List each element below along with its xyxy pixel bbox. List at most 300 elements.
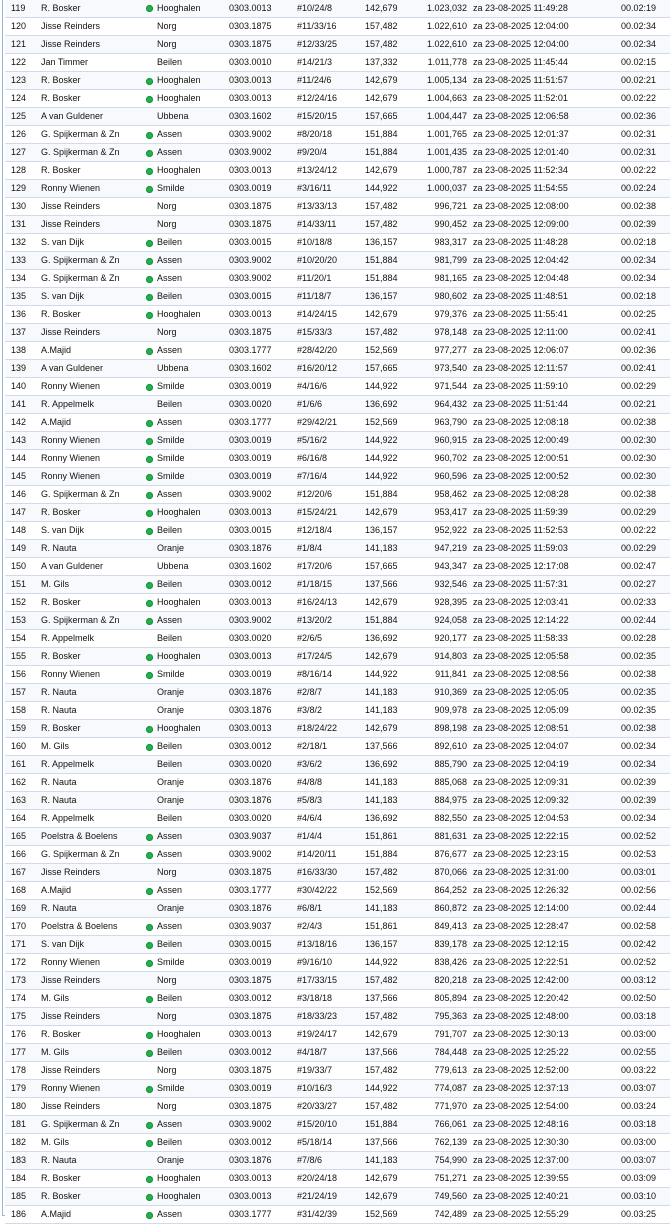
arrival-time-cell: za 23-08-2025 12:03:41: [473, 594, 621, 612]
rank-cell: 136: [5, 306, 41, 324]
place-cell: Assen: [157, 846, 229, 864]
ring-number-cell: #19/33/7: [297, 1062, 365, 1080]
distance-cell: 151,884: [365, 252, 413, 270]
ring-number-cell: #13/24/12: [297, 162, 365, 180]
rank-cell: 171: [5, 936, 41, 954]
ring-number-cell: #15/24/21: [297, 504, 365, 522]
table-row: [5, 1134, 670, 1152]
arrival-time-cell: za 23-08-2025 12:04:53: [473, 810, 621, 828]
member-code-cell: 0303.1875: [229, 324, 297, 342]
table-row: [5, 216, 670, 234]
fancier-name-cell: Ronny Wienen: [41, 432, 141, 450]
arrival-time-cell: za 23-08-2025 12:05:58: [473, 648, 621, 666]
flight-duration-cell: 00.02:31: [621, 126, 670, 144]
status-dot-cell: [141, 1062, 157, 1080]
arrival-time-cell: za 23-08-2025 12:00:52: [473, 468, 621, 486]
flight-duration-cell: 00.02:28: [621, 630, 670, 648]
speed-cell: 960,596: [413, 468, 473, 486]
arrival-time-cell: za 23-08-2025 12:05:09: [473, 702, 621, 720]
ring-number-cell: #2/18/1: [297, 738, 365, 756]
table-row: [5, 90, 670, 108]
distance-cell: 152,569: [365, 882, 413, 900]
rank-cell: 180: [5, 1098, 41, 1116]
member-code-cell: 0303.1777: [229, 882, 297, 900]
flight-duration-cell: 00.02:38: [621, 720, 670, 738]
speed-cell: 943,347: [413, 558, 473, 576]
speed-cell: 932,546: [413, 576, 473, 594]
fancier-name-cell: R. Nauta: [41, 900, 141, 918]
distance-cell: 137,566: [365, 1044, 413, 1062]
arrival-time-cell: za 23-08-2025 12:52:00: [473, 1062, 621, 1080]
speed-cell: 1.023,032: [413, 0, 473, 18]
place-cell: Norg: [157, 864, 229, 882]
speed-cell: 881,631: [413, 828, 473, 846]
fancier-name-cell: G. Spijkerman & Zn: [41, 126, 141, 144]
ring-number-cell: #20/33/27: [297, 1098, 365, 1116]
green-dot-icon: [146, 654, 153, 661]
arrival-time-cell: za 23-08-2025 12:37:00: [473, 1152, 621, 1170]
ring-number-cell: #14/24/15: [297, 306, 365, 324]
ring-number-cell: #10/16/3: [297, 1080, 365, 1098]
place-cell: Assen: [157, 342, 229, 360]
flight-duration-cell: 00.02:34: [621, 36, 670, 54]
ring-number-cell: #29/42/21: [297, 414, 365, 432]
rank-cell: 122: [5, 54, 41, 72]
rank-cell: 138: [5, 342, 41, 360]
distance-cell: 157,482: [365, 198, 413, 216]
place-cell: Norg: [157, 18, 229, 36]
fancier-name-cell: R. Nauta: [41, 684, 141, 702]
results-table-body: [5, 0, 670, 1224]
status-dot-cell: [141, 576, 157, 594]
status-dot-cell: [141, 1170, 157, 1188]
distance-cell: 136,692: [365, 810, 413, 828]
table-row: [5, 486, 670, 504]
place-cell: Hooghalen: [157, 648, 229, 666]
member-code-cell: 0303.1602: [229, 108, 297, 126]
fancier-name-cell: G. Spijkerman & Zn: [41, 846, 141, 864]
table-row: [5, 36, 670, 54]
place-cell: Beilen: [157, 288, 229, 306]
rank-cell: 137: [5, 324, 41, 342]
fancier-name-cell: Ronny Wienen: [41, 666, 141, 684]
table-row: [5, 666, 670, 684]
flight-duration-cell: 00.02:38: [621, 414, 670, 432]
distance-cell: 142,679: [365, 504, 413, 522]
arrival-time-cell: za 23-08-2025 11:58:33: [473, 630, 621, 648]
status-dot-cell: [141, 792, 157, 810]
fancier-name-cell: R. Bosker: [41, 306, 141, 324]
speed-cell: 958,462: [413, 486, 473, 504]
table-row: [5, 180, 670, 198]
ring-number-cell: #11/20/1: [297, 270, 365, 288]
table-row: [5, 450, 670, 468]
ring-number-cell: #12/24/16: [297, 90, 365, 108]
flight-duration-cell: 00.02:38: [621, 666, 670, 684]
arrival-time-cell: za 23-08-2025 12:22:15: [473, 828, 621, 846]
member-code-cell: 0303.1875: [229, 1008, 297, 1026]
table-row: [5, 612, 670, 630]
table-row: [5, 162, 670, 180]
flight-duration-cell: 00.02:55: [621, 1044, 670, 1062]
green-dot-icon: [146, 5, 153, 12]
fancier-name-cell: Poelstra & Boelens: [41, 918, 141, 936]
distance-cell: 136,157: [365, 522, 413, 540]
distance-cell: 136,157: [365, 234, 413, 252]
status-dot-cell: [141, 288, 157, 306]
status-dot-cell: [141, 774, 157, 792]
rank-cell: 158: [5, 702, 41, 720]
speed-cell: 971,544: [413, 378, 473, 396]
arrival-time-cell: za 23-08-2025 12:09:31: [473, 774, 621, 792]
place-cell: Beilen: [157, 810, 229, 828]
table-row: [5, 990, 670, 1008]
fancier-name-cell: Jisse Reinders: [41, 1098, 141, 1116]
speed-cell: 762,139: [413, 1134, 473, 1152]
arrival-time-cell: za 23-08-2025 12:08:18: [473, 414, 621, 432]
flight-duration-cell: 00.03:07: [621, 1080, 670, 1098]
flight-duration-cell: 00.02:34: [621, 756, 670, 774]
flight-duration-cell: 00.03:00: [621, 1134, 670, 1152]
green-dot-icon: [146, 1140, 153, 1147]
member-code-cell: 0303.1876: [229, 900, 297, 918]
fancier-name-cell: R. Appelmelk: [41, 630, 141, 648]
fancier-name-cell: R. Bosker: [41, 594, 141, 612]
fancier-name-cell: A.Majid: [41, 414, 141, 432]
table-row: [5, 792, 670, 810]
flight-duration-cell: 00.02:41: [621, 360, 670, 378]
status-dot-cell: [141, 234, 157, 252]
arrival-time-cell: za 23-08-2025 11:48:51: [473, 288, 621, 306]
green-dot-icon: [146, 1122, 153, 1129]
rank-cell: 178: [5, 1062, 41, 1080]
member-code-cell: 0303.0020: [229, 396, 297, 414]
flight-duration-cell: 00.03:18: [621, 1008, 670, 1026]
green-dot-icon: [146, 150, 153, 157]
status-dot-cell: [141, 738, 157, 756]
green-dot-icon: [146, 1032, 153, 1039]
speed-cell: 960,915: [413, 432, 473, 450]
distance-cell: 136,692: [365, 396, 413, 414]
member-code-cell: 0303.0013: [229, 504, 297, 522]
green-dot-icon: [146, 258, 153, 265]
place-cell: Assen: [157, 1206, 229, 1224]
member-code-cell: 0303.0015: [229, 936, 297, 954]
speed-cell: 1.000,037: [413, 180, 473, 198]
table-row: [5, 0, 670, 18]
place-cell: Assen: [157, 1116, 229, 1134]
flight-duration-cell: 00.02:34: [621, 18, 670, 36]
ring-number-cell: #16/33/30: [297, 864, 365, 882]
arrival-time-cell: za 23-08-2025 12:09:00: [473, 216, 621, 234]
table-row: [5, 810, 670, 828]
flight-duration-cell: 00.02:53: [621, 846, 670, 864]
member-code-cell: 0303.0019: [229, 378, 297, 396]
rank-cell: 157: [5, 684, 41, 702]
distance-cell: 144,922: [365, 1080, 413, 1098]
arrival-time-cell: za 23-08-2025 12:14:22: [473, 612, 621, 630]
rank-cell: 133: [5, 252, 41, 270]
arrival-time-cell: za 23-08-2025 12:42:00: [473, 972, 621, 990]
member-code-cell: 0303.0013: [229, 306, 297, 324]
place-cell: Hooghalen: [157, 594, 229, 612]
distance-cell: 144,922: [365, 378, 413, 396]
member-code-cell: 0303.0019: [229, 468, 297, 486]
rank-cell: 132: [5, 234, 41, 252]
flight-duration-cell: 00.02:58: [621, 918, 670, 936]
arrival-time-cell: za 23-08-2025 12:30:30: [473, 1134, 621, 1152]
ring-number-cell: #7/8/6: [297, 1152, 365, 1170]
speed-cell: 1.011,778: [413, 54, 473, 72]
ring-number-cell: #2/4/3: [297, 918, 365, 936]
ring-number-cell: #31/42/39: [297, 1206, 365, 1224]
fancier-name-cell: Ronny Wienen: [41, 180, 141, 198]
speed-cell: 754,990: [413, 1152, 473, 1170]
speed-cell: 1.001,765: [413, 126, 473, 144]
status-dot-cell: [141, 1188, 157, 1206]
table-row: [5, 846, 670, 864]
table-row: [5, 648, 670, 666]
fancier-name-cell: R. Appelmelk: [41, 810, 141, 828]
status-dot-cell: [141, 72, 157, 90]
rank-cell: 159: [5, 720, 41, 738]
speed-cell: 981,799: [413, 252, 473, 270]
member-code-cell: 0303.0013: [229, 1170, 297, 1188]
status-dot-cell: [141, 1116, 157, 1134]
flight-duration-cell: 00.03:18: [621, 1116, 670, 1134]
place-cell: Assen: [157, 882, 229, 900]
ring-number-cell: #17/24/5: [297, 648, 365, 666]
status-dot-cell: [141, 360, 157, 378]
fancier-name-cell: Ronny Wienen: [41, 1080, 141, 1098]
arrival-time-cell: za 23-08-2025 12:04:00: [473, 36, 621, 54]
ring-number-cell: #18/33/23: [297, 1008, 365, 1026]
speed-cell: 973,540: [413, 360, 473, 378]
ring-number-cell: #5/8/3: [297, 792, 365, 810]
speed-cell: 892,610: [413, 738, 473, 756]
distance-cell: 136,692: [365, 756, 413, 774]
speed-cell: 885,068: [413, 774, 473, 792]
distance-cell: 141,183: [365, 540, 413, 558]
member-code-cell: 0303.0020: [229, 630, 297, 648]
fancier-name-cell: S. van Dijk: [41, 936, 141, 954]
table-row: [5, 432, 670, 450]
fancier-name-cell: G. Spijkerman & Zn: [41, 144, 141, 162]
fancier-name-cell: Ronny Wienen: [41, 954, 141, 972]
ring-number-cell: #2/8/7: [297, 684, 365, 702]
green-dot-icon: [146, 852, 153, 859]
speed-cell: 791,707: [413, 1026, 473, 1044]
rank-cell: 146: [5, 486, 41, 504]
fancier-name-cell: G. Spijkerman & Zn: [41, 486, 141, 504]
member-code-cell: 0303.9002: [229, 486, 297, 504]
speed-cell: 884,975: [413, 792, 473, 810]
table-row: [5, 522, 670, 540]
arrival-time-cell: za 23-08-2025 12:04:42: [473, 252, 621, 270]
flight-duration-cell: 00.02:30: [621, 450, 670, 468]
flight-duration-cell: 00.02:42: [621, 936, 670, 954]
place-cell: Assen: [157, 918, 229, 936]
place-cell: Norg: [157, 198, 229, 216]
member-code-cell: 0303.0019: [229, 432, 297, 450]
status-dot-cell: [141, 1044, 157, 1062]
table-row: [5, 378, 670, 396]
fancier-name-cell: A.Majid: [41, 882, 141, 900]
ring-number-cell: #3/18/18: [297, 990, 365, 1008]
ring-number-cell: #20/24/18: [297, 1170, 365, 1188]
status-dot-cell: [141, 504, 157, 522]
table-row: [5, 558, 670, 576]
fancier-name-cell: Jisse Reinders: [41, 324, 141, 342]
distance-cell: 142,679: [365, 1170, 413, 1188]
arrival-time-cell: za 23-08-2025 12:22:51: [473, 954, 621, 972]
flight-duration-cell: 00.03:24: [621, 1098, 670, 1116]
distance-cell: 157,482: [365, 216, 413, 234]
table-row: [5, 756, 670, 774]
ring-number-cell: #18/24/22: [297, 720, 365, 738]
speed-cell: 920,177: [413, 630, 473, 648]
member-code-cell: 0303.0013: [229, 162, 297, 180]
ring-number-cell: #14/33/11: [297, 216, 365, 234]
rank-cell: 150: [5, 558, 41, 576]
distance-cell: 157,665: [365, 108, 413, 126]
arrival-time-cell: za 23-08-2025 11:52:34: [473, 162, 621, 180]
speed-cell: 751,271: [413, 1170, 473, 1188]
green-dot-icon: [146, 726, 153, 733]
results-table-frame: [2, 0, 666, 1220]
rank-cell: 167: [5, 864, 41, 882]
fancier-name-cell: G. Spijkerman & Zn: [41, 252, 141, 270]
fancier-name-cell: Ronny Wienen: [41, 468, 141, 486]
distance-cell: 157,482: [365, 1062, 413, 1080]
ring-number-cell: #1/6/6: [297, 396, 365, 414]
green-dot-icon: [146, 294, 153, 301]
flight-duration-cell: 00.02:30: [621, 432, 670, 450]
flight-duration-cell: 00.02:29: [621, 504, 670, 522]
distance-cell: 157,482: [365, 36, 413, 54]
place-cell: Norg: [157, 1008, 229, 1026]
arrival-time-cell: za 23-08-2025 11:51:44: [473, 396, 621, 414]
ring-number-cell: #4/8/8: [297, 774, 365, 792]
speed-cell: 820,218: [413, 972, 473, 990]
rank-cell: 141: [5, 396, 41, 414]
arrival-time-cell: za 23-08-2025 11:57:31: [473, 576, 621, 594]
arrival-time-cell: za 23-08-2025 12:00:51: [473, 450, 621, 468]
green-dot-icon: [146, 420, 153, 427]
arrival-time-cell: za 23-08-2025 12:30:13: [473, 1026, 621, 1044]
flight-duration-cell: 00.02:33: [621, 594, 670, 612]
green-dot-icon: [146, 1212, 153, 1219]
table-row: [5, 1206, 670, 1224]
member-code-cell: 0303.0012: [229, 1134, 297, 1152]
place-cell: Hooghalen: [157, 1026, 229, 1044]
rank-cell: 119: [5, 0, 41, 18]
rank-cell: 177: [5, 1044, 41, 1062]
distance-cell: 137,566: [365, 738, 413, 756]
speed-cell: 963,790: [413, 414, 473, 432]
place-cell: Hooghalen: [157, 720, 229, 738]
status-dot-cell: [141, 468, 157, 486]
place-cell: Smilde: [157, 666, 229, 684]
speed-cell: 990,452: [413, 216, 473, 234]
place-cell: Norg: [157, 216, 229, 234]
status-dot-cell: [141, 324, 157, 342]
flight-duration-cell: 00.02:35: [621, 648, 670, 666]
speed-cell: 864,252: [413, 882, 473, 900]
distance-cell: 151,884: [365, 1116, 413, 1134]
rank-cell: 184: [5, 1170, 41, 1188]
speed-cell: 766,061: [413, 1116, 473, 1134]
flight-duration-cell: 00.02:18: [621, 288, 670, 306]
ring-number-cell: #28/42/20: [297, 342, 365, 360]
member-code-cell: 0303.0020: [229, 756, 297, 774]
member-code-cell: 0303.1875: [229, 18, 297, 36]
member-code-cell: 0303.9002: [229, 846, 297, 864]
table-row: [5, 1152, 670, 1170]
ring-number-cell: #1/4/4: [297, 828, 365, 846]
distance-cell: 151,884: [365, 612, 413, 630]
table-row: [5, 126, 670, 144]
ring-number-cell: #16/20/12: [297, 360, 365, 378]
green-dot-icon: [146, 1086, 153, 1093]
place-cell: Oranje: [157, 702, 229, 720]
arrival-time-cell: za 23-08-2025 12:54:00: [473, 1098, 621, 1116]
place-cell: Norg: [157, 36, 229, 54]
place-cell: Beilen: [157, 576, 229, 594]
distance-cell: 142,679: [365, 162, 413, 180]
status-dot-cell: [141, 684, 157, 702]
place-cell: Beilen: [157, 630, 229, 648]
member-code-cell: 0303.0019: [229, 180, 297, 198]
fancier-name-cell: S. van Dijk: [41, 288, 141, 306]
place-cell: Smilde: [157, 954, 229, 972]
table-row: [5, 198, 670, 216]
green-dot-icon: [146, 528, 153, 535]
table-row: [5, 702, 670, 720]
table-row: [5, 360, 670, 378]
table-row: [5, 324, 670, 342]
speed-cell: 1.022,610: [413, 36, 473, 54]
member-code-cell: 0303.1875: [229, 972, 297, 990]
green-dot-icon: [146, 168, 153, 175]
rank-cell: 131: [5, 216, 41, 234]
distance-cell: 137,566: [365, 1134, 413, 1152]
distance-cell: 157,482: [365, 1008, 413, 1026]
flight-duration-cell: 00.02:34: [621, 810, 670, 828]
status-dot-cell: [141, 396, 157, 414]
rank-cell: 172: [5, 954, 41, 972]
green-dot-icon: [146, 384, 153, 391]
fancier-name-cell: Ronny Wienen: [41, 378, 141, 396]
status-dot-cell: [141, 594, 157, 612]
flight-duration-cell: 00.02:41: [621, 324, 670, 342]
fancier-name-cell: R. Bosker: [41, 1188, 141, 1206]
speed-cell: 774,087: [413, 1080, 473, 1098]
member-code-cell: 0303.0015: [229, 288, 297, 306]
table-row: [5, 1080, 670, 1098]
speed-cell: 749,560: [413, 1188, 473, 1206]
distance-cell: 157,482: [365, 864, 413, 882]
fancier-name-cell: Jisse Reinders: [41, 972, 141, 990]
table-row: [5, 1188, 670, 1206]
speed-cell: 838,426: [413, 954, 473, 972]
member-code-cell: 0303.0013: [229, 72, 297, 90]
green-dot-icon: [146, 672, 153, 679]
place-cell: Ubbena: [157, 108, 229, 126]
member-code-cell: 0303.1876: [229, 540, 297, 558]
rank-cell: 143: [5, 432, 41, 450]
place-cell: Hooghalen: [157, 1188, 229, 1206]
